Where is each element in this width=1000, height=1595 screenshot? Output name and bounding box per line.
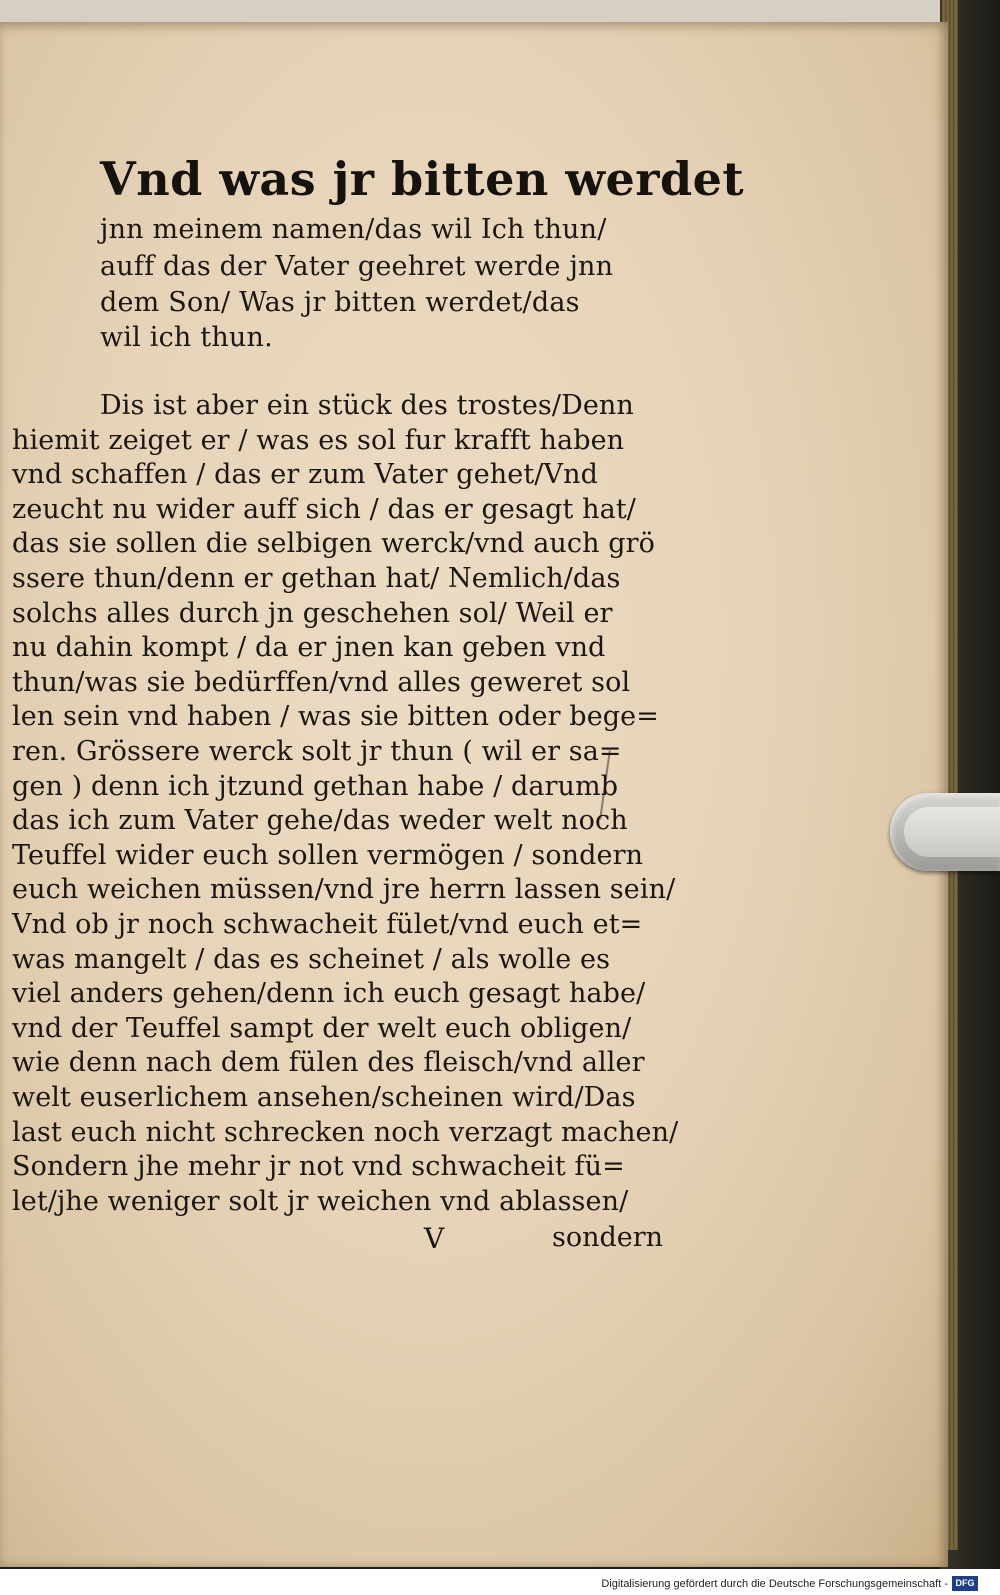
body-line: euch weichen müssen/vnd jre herrn lassen sein/ [12,874,676,905]
body-line: vnd schaffen / das er zum Vater gehet/Vnd [12,459,598,490]
footer-bar [0,1569,1000,1595]
body-line: nu dahin kompt / da er jnen kan geben vnd [12,632,606,663]
body-line: vnd der Teuffel sampt der welt euch obligen/ [12,1013,632,1044]
body-line: ren. Grössere werck solt jr thun ( wil er sa= [12,736,622,767]
intro-line: auff das der Vater geehret werde jnn [100,251,614,282]
body-line: viel anders gehen/denn ich euch gesagt habe/ [12,978,646,1009]
book-clip-inner [904,807,1000,857]
signature-mark: V [424,1222,445,1255]
body-line: len sein vnd haben / was sie bitten oder bege= [12,701,659,732]
body-line: das sie sollen die selbigen werck/vnd auch grö [12,528,656,559]
body-line: Teuffel wider euch sollen vermögen / sondern [12,840,644,871]
body-line: Dis ist aber ein stück des trostes/Denn [100,390,634,421]
dfg-logo: DFG [952,1576,978,1591]
body-line: gen ) denn ich jtzund gethan habe / darumb [12,771,619,802]
body-line: was mangelt / das es scheinet / als wolle es [12,944,611,975]
footer-credit: Digitalisierung gefördert durch die Deutsche Forschungsgemeinschaft - [601,1578,948,1590]
intro-line: jnn meinem namen/das wil Ich thun/ [100,214,607,245]
body-line: Vnd ob jr noch schwacheit fület/vnd euch et= [12,909,643,940]
page-heading: Vnd was jr bitten werdet [100,152,745,206]
body-line: let/jhe weniger solt jr weichen vnd ablassen/ [12,1186,629,1217]
body-line: hiemit zeiget er / was es sol fur krafft haben [12,425,625,456]
body-line: Sondern jhe mehr jr not vnd schwacheit fü= [12,1151,625,1182]
body-line: das ich zum Vater gehe/das weder welt noch [12,805,628,836]
body-line: wie denn nach dem fülen des fleisch/vnd aller [12,1047,645,1078]
intro-line: wil ich thun. [100,322,273,353]
body-line: welt euserlichem ansehen/scheinen wird/Das [12,1082,636,1113]
body-line: solchs alles durch jn geschehen sol/ Weil er [12,598,613,629]
body-line: thun/was sie bedürffen/vnd alles geweret sol [12,667,631,698]
body-line: zeucht nu wider auff sich / das er gesagt hat/ [12,494,636,525]
top-strip [0,0,1000,24]
catchword: sondern [552,1222,664,1253]
body-line: ssere thun/denn er gethan hat/ Nemlich/das [12,563,621,594]
body-line: last euch nicht schrecken noch verzagt machen/ [12,1117,679,1148]
intro-line: dem Son/ Was jr bitten werdet/das [100,287,580,318]
